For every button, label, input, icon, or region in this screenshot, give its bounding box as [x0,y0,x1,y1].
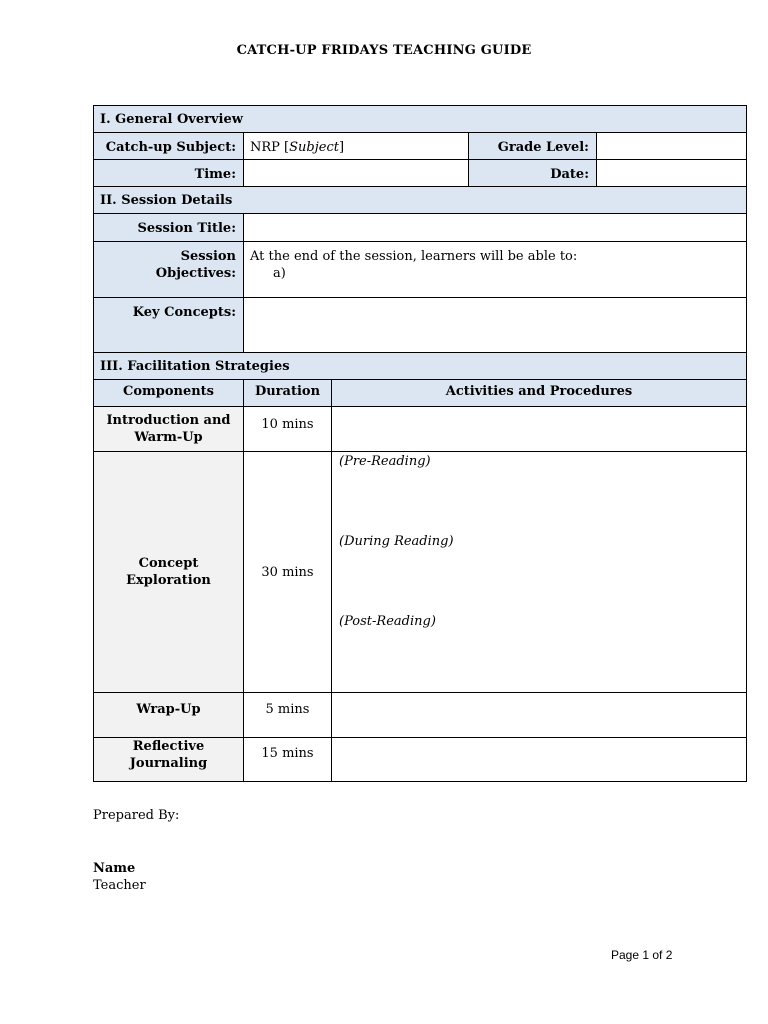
column-header-activities: Activities and Procedures [331,379,747,407]
activities-concept-exploration-field[interactable] [331,451,747,693]
component-introduction-warm-up: Introduction and Warm-Up [93,406,244,452]
grade-level-label: Grade Level: [468,132,597,160]
section-session-details-header [93,186,747,214]
document-title: CATCH-UP FRIDAYS TEACHING GUIDE [236,43,532,58]
objectives-intro: At the end of the session, learners will be able to: [250,249,578,264]
component-reflective-journaling: Reflective Journaling [93,737,244,782]
duration-wrap-up: 5 mins [243,692,332,738]
section-header-text: II. Session Details [100,192,233,208]
session-objectives-label: Session Objectives: [93,241,244,298]
session-title-label: Session Title: [93,213,244,242]
subject-suffix: ] [338,140,345,155]
session-objectives-field[interactable] [243,241,747,298]
duration-reflective-journaling: 15 mins [243,737,332,782]
section-header-text: I. General Overview [100,111,243,127]
duration-introduction: 10 mins [243,406,332,452]
preparer-role: Teacher [93,878,146,893]
activities-wrap-up-field[interactable] [331,692,747,738]
objective-item: a) [273,266,286,281]
subject-prefix: NRP [ [250,140,290,155]
section-facilitation-strategies-header [93,352,747,380]
page-number: Page 1 of 2 [611,948,673,962]
catch-up-subject-label: Catch-up Subject: [93,132,244,160]
post-reading-label: (Post-Reading) [339,614,436,629]
preparer-name: Name [93,861,136,876]
pre-reading-label: (Pre-Reading) [339,454,431,469]
section-header-text: III. Facilitation Strategies [100,358,290,374]
during-reading-label: (During Reading) [339,534,454,549]
component-wrap-up: Wrap-Up [93,692,244,738]
column-header-components: Components [93,379,244,407]
duration-concept-exploration: 30 mins [243,451,332,693]
grade-level-field[interactable] [596,132,747,160]
date-field[interactable] [596,159,747,187]
subject-placeholder: Subject [289,140,339,155]
prepared-by-label: Prepared By: [93,808,180,823]
catch-up-subject-field[interactable] [243,132,469,160]
time-field[interactable] [243,159,469,187]
key-concepts-label: Key Concepts: [93,297,244,353]
column-header-duration: Duration [243,379,332,407]
session-title-field[interactable] [243,213,747,242]
activities-reflective-journaling-field[interactable] [331,737,747,782]
time-label: Time: [93,159,244,187]
key-concepts-field[interactable] [243,297,747,353]
activities-introduction-field[interactable] [331,406,747,452]
date-label: Date: [468,159,597,187]
section-general-overview-header [93,105,747,133]
component-concept-exploration: Concept Exploration [93,451,244,693]
